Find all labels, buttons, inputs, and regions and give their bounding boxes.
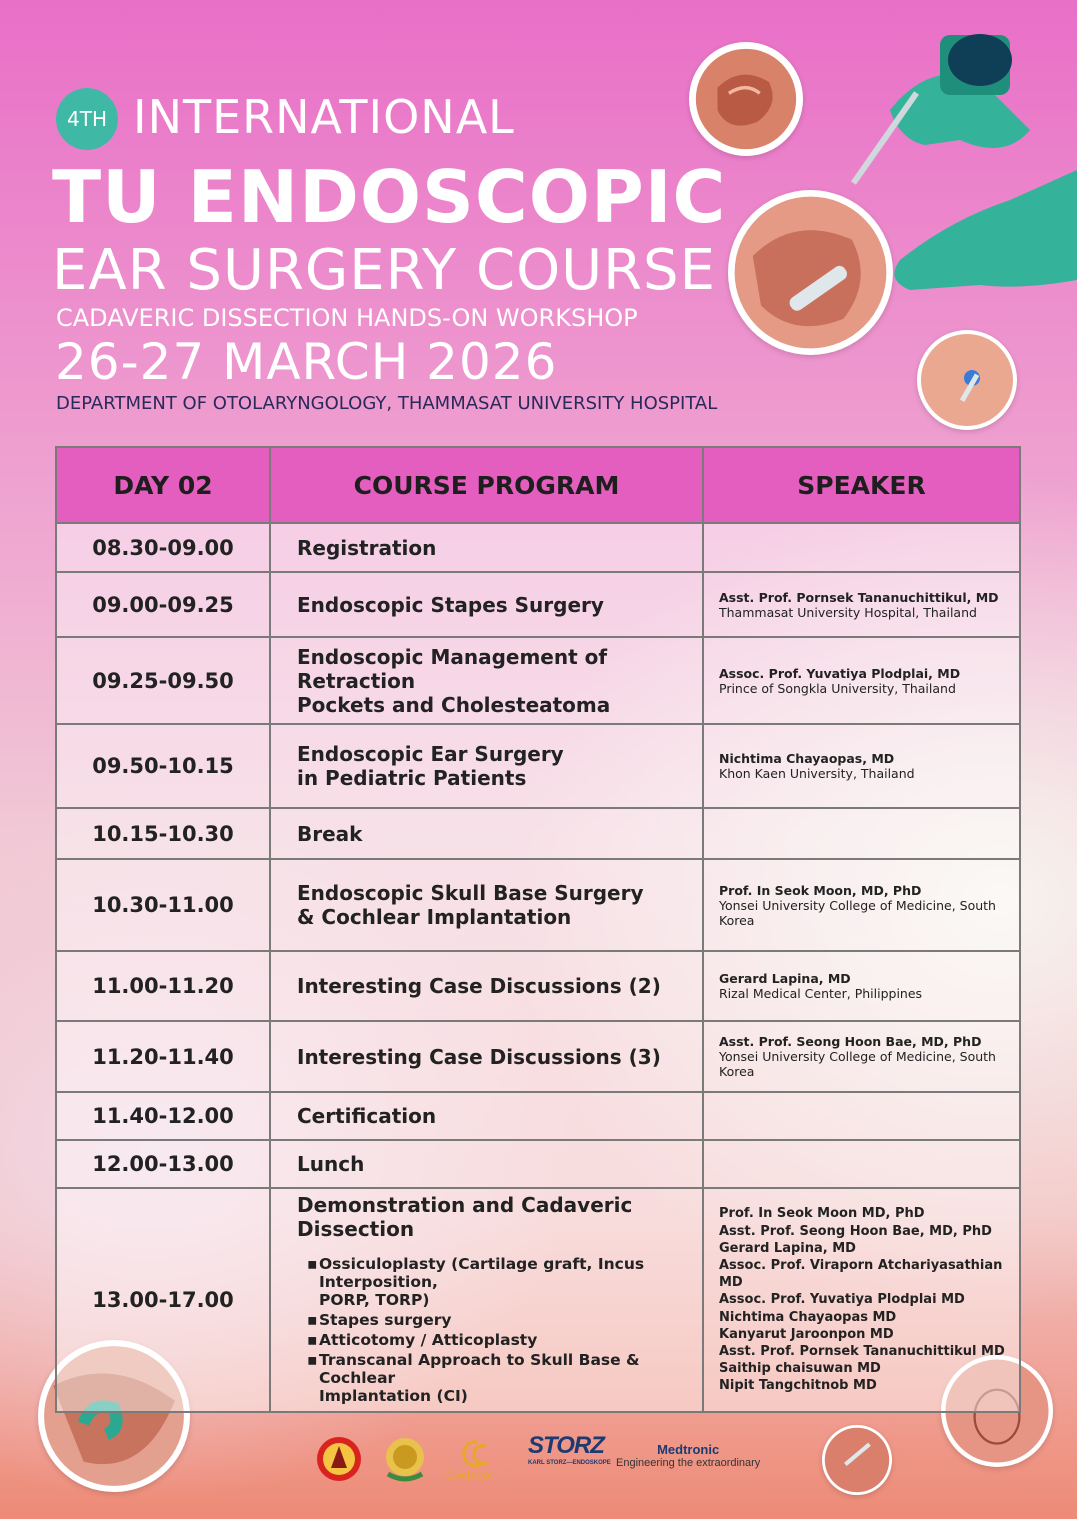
speaker-list-cell [703,1188,1020,1412]
speaker-affiliation: Rizal Medical Center, Philippines [719,986,923,1001]
speaker-name: Asst. Prof. Seong Hoon Bae, MD, PhD [719,1223,992,1239]
program-cell [270,951,703,1021]
activity-item: ▪ Ossiculoplasty (Cartilage graft, Incus Interposition, PORP, TORP) [307,1255,701,1309]
program-line: Dissection [297,1217,415,1241]
storz-wordmark: STORZ [528,1432,604,1459]
medtronic-wordmark: Medtronic [657,1442,720,1457]
speaker-name: Asst. Prof. Seong Hoon Bae, MD, PhD [719,1034,982,1049]
program-line: Endoscopic Ear Surgery [297,742,564,766]
ear-implant-illustration [917,330,1017,430]
table-row [56,1092,1020,1140]
speaker-cell [703,724,1020,808]
time-cell: 12.00-13.00 [56,1140,270,1188]
program-cell [270,637,703,724]
time-cell: 09.50-10.15 [56,724,270,808]
time-cell: 11.00-11.20 [56,951,270,1021]
time-cell: 13.00-17.00 [56,1188,270,1412]
program-line: Endoscopic Stapes Surgery [297,592,604,617]
speaker-name: Assoc. Prof. Yuvatiya Plodplai MD [719,1292,965,1308]
speaker-name: Asst. Prof. Pornsek Tananuchittikul MD [719,1344,1005,1359]
speaker-name: Saithip chaisuwan MD [719,1361,881,1377]
speaker-cell [703,1140,1020,1188]
workshop-subtitle: CADAVERIC DISSECTION HANDS-ON WORKSHOP [56,304,638,332]
speaker-cell [703,637,1020,724]
speaker-affiliation: Yonsei University College of Medicine, South Korea [719,897,996,928]
sponsor-logos [310,1432,780,1487]
program-cell [270,859,703,951]
medtronic-tagline: Engineering the extraordinary [616,1457,761,1469]
program-table [55,446,1021,1413]
speaker-cell [703,808,1020,859]
table-row [56,1021,1020,1092]
program-line: Pockets and Cholesteatoma [297,692,611,717]
program-line: Break [297,821,363,846]
table-row [56,808,1020,859]
speaker-name: Prof. In Seok Moon, MD, PhD [719,882,922,898]
program-line: in Pediatric Patients [297,766,527,790]
program-line: Registration [297,535,437,560]
speaker-affiliation: Yonsei University College of Medicine, South Korea [719,1049,996,1079]
table-row [56,637,1020,724]
activity-item: ▪ Transcanal Approach to Skull Base & Cochlear Implantation (CI) [307,1351,701,1405]
cochlear-label: Cochlear [446,1468,495,1482]
time-cell: 09.25-09.50 [56,637,270,724]
speaker-cell [703,1092,1020,1140]
storz-subtitle: KARL STORZ—ENDOSKOPE [528,1460,611,1466]
program-line: & Cochlear Implantation [297,905,572,929]
gloved-hands-illustration [830,20,1077,320]
program-cell [270,572,703,637]
program-cell [270,523,703,572]
time-cell: 10.15-10.30 [56,808,270,859]
speaker-name: Prof. In Seok Moon MD, PhD [719,1206,925,1222]
time-cell: 11.40-12.00 [56,1092,270,1140]
time-cell: 09.00-09.25 [56,572,270,637]
program-cell [270,1021,703,1092]
activity-list [297,1255,701,1405]
speaker-affiliation: Khon Kaen University, Thailand [719,766,915,781]
karl-storz-logo [528,1432,611,1466]
header-program: COURSE PROGRAM [270,447,703,523]
speaker-name: Asst. Prof. Pornsek Tananuchittikul, MD [719,589,999,605]
table-header-row [56,447,1020,523]
table-row [56,951,1020,1021]
time-cell: 08.30-09.00 [56,523,270,572]
speaker-name: Gerard Lapina, MD [719,971,851,986]
speaker-cell [703,1021,1020,1092]
header-speaker: SPEAKER [703,447,1020,523]
table-row [56,523,1020,572]
program-line: Endoscopic Management of Retraction [297,644,608,693]
program-cell [270,1092,703,1140]
table-row-demonstration [56,1188,1020,1412]
activity-item: ▪ Atticotomy / Atticoplasty [307,1331,701,1349]
course-title-line1: TU ENDOSCOPIC [52,155,727,239]
speaker-affiliation: Prince of Songkla University, Thailand [719,680,956,696]
speaker-cell [703,523,1020,572]
table-row [56,859,1020,951]
speaker-name: Gerard Lapina, MD [719,1240,856,1256]
speaker-name: Assoc. Prof. Viraporn Atchariyasathian MD [719,1257,1003,1291]
time-cell: 10.30-11.00 [56,859,270,951]
speaker-name: Nipit Tangchitnob MD [719,1378,877,1394]
speaker-cell [703,572,1020,637]
speaker-name: Nichtima Chayaopas MD [719,1309,897,1325]
speaker-affiliation: Thammasat University Hospital, Thailand [719,604,977,620]
speaker-cell [703,859,1020,951]
time-cell: 11.20-11.40 [56,1021,270,1092]
program-line: Endoscopic Skull Base Surgery [297,881,644,905]
edition-badge: 4TH [56,88,118,150]
program-line: Lunch [297,1152,365,1176]
international-label: INTERNATIONAL [133,90,515,144]
table-row [56,1140,1020,1188]
speaker-cell [703,951,1020,1021]
medtronic-logo [616,1442,760,1469]
program-line: Demonstration and Cadaveric [297,1193,633,1217]
course-title-line2: EAR SURGERY COURSE [52,238,716,303]
ear-canal-illustration-top [689,42,803,156]
program-cell [270,1188,703,1412]
department-line: DEPARTMENT OF OTOLARYNGOLOGY, THAMMASAT UNIVERSITY HOSPITAL [56,393,718,414]
speaker-name: Nichtima Chayaopas, MD [719,751,895,766]
instrument-illustration [822,1425,892,1495]
program-cell [270,724,703,808]
program-line: Interesting Case Discussions (3) [297,1044,661,1069]
table-row [56,572,1020,637]
table-row [56,724,1020,808]
header-day: DAY 02 [56,447,270,523]
program-cell [270,1140,703,1188]
program-line: Interesting Case Discussions (2) [297,974,661,998]
program-line: Certification [297,1104,437,1128]
cochlear-logo [460,1438,496,1472]
university-seal-logo [380,1434,430,1488]
speaker-name: Assoc. Prof. Yuvatiya Plodplai, MD [719,665,961,681]
hospital-seal-logo [316,1436,362,1486]
activity-item: ▪ Stapes surgery [307,1311,701,1329]
speaker-name: Kanyarut Jaroonpon MD [719,1326,894,1342]
program-cell [270,808,703,859]
event-date: 26-27 MARCH 2026 [55,333,558,391]
